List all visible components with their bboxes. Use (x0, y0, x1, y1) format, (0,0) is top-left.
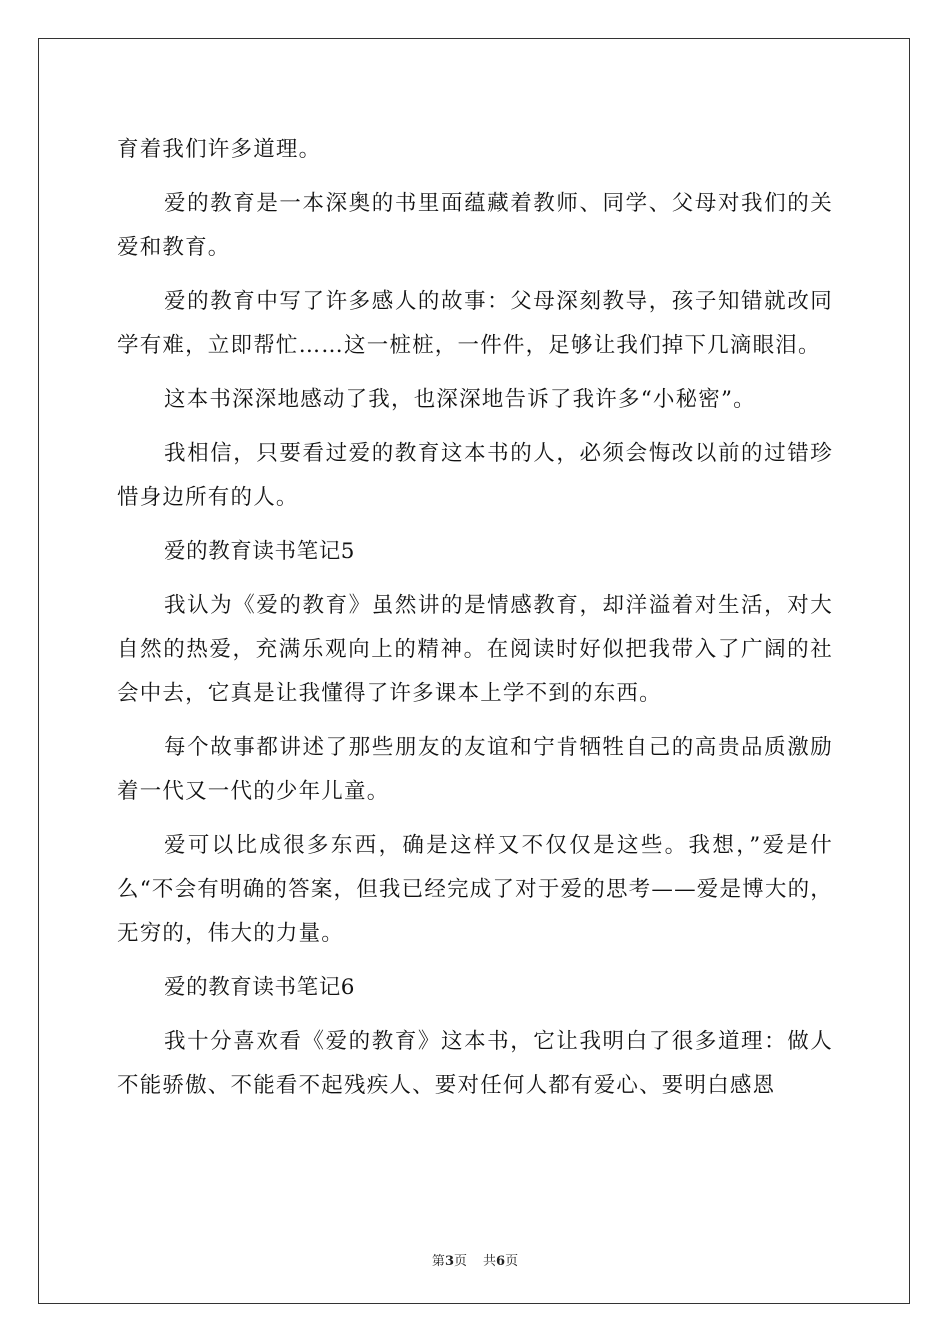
paragraph: 爱的教育是一本深奥的书里面蕴藏着教师、同学、父母对我们的关爱和教育。 (117, 191, 833, 260)
document-body (117, 128, 833, 1118)
paragraph: 这本书深深地感动了我，也深深地告诉了我许多“小秘密”。 (164, 387, 756, 412)
page-prefix: 第 (431, 1254, 445, 1269)
total-prefix: 共 (483, 1254, 497, 1269)
section-heading: 爱的教育读书笔记5 (164, 539, 356, 564)
paragraph: 我十分喜欢看《爱的教育》这本书，它让我明白了很多道理：做人不能骄傲、不能看不起残疾人、要对任何人都有爱心、要明白感恩 (117, 1029, 833, 1098)
paragraph: 育着我们许多道理。 (117, 137, 322, 162)
paragraph: 爱的教育中写了许多感人的故事：父母深刻教导，孩子知错就改同学有难，立即帮忙……这一桩桩，一件件，足够让我们掉下几滴眼泪。 (117, 289, 833, 358)
page-suffix: 页 (453, 1254, 467, 1269)
total-pages: 6 (496, 1254, 506, 1269)
page-footer (0, 1250, 950, 1269)
paragraph: 爱可以比成很多东西，确是这样又不仅仅是这些。我想，”爱是什么“不会有明确的答案，但我已经完成了对于爱的思考——爱是博大的，无穷的，伟大的力量。 (117, 833, 833, 946)
paragraph: 我相信，只要看过爱的教育这本书的人，必须会悔改以前的过错珍惜身边所有的人。 (117, 441, 833, 510)
total-suffix: 页 (505, 1254, 519, 1269)
section-heading: 爱的教育读书笔记6 (164, 975, 356, 1000)
page-number: 3 (444, 1254, 454, 1269)
paragraph: 每个故事都讲述了那些朋友的友谊和宁肯牺牲自己的高贵品质激励着一代又一代的少年儿童。 (117, 735, 833, 804)
paragraph: 我认为《爱的教育》虽然讲的是情感教育，却洋溢着对生活，对大自然的热爱，充满乐观向上的精神。在阅读时好似把我带入了广阔的社会中去，它真是让我懂得了许多课本上学不到的东西。 (117, 593, 833, 706)
